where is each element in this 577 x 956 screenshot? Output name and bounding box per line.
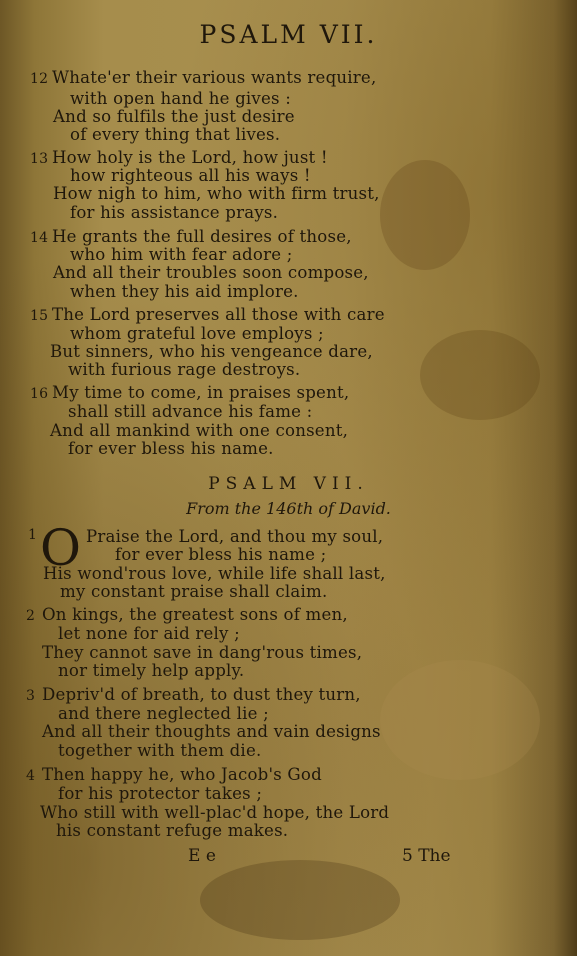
stanza-line: His wond'rous love, while life shall last, [43,564,386,583]
stanza-number: 15 [30,308,49,324]
stanza-line: 14 He grants the full desires of those, [30,227,352,246]
stanza-line: Praise the Lord, and thou my soul, [86,527,384,546]
catchword: 5 The [402,846,451,866]
stanza-line: and there neglected lie ; [58,704,269,723]
drop-capital: O [40,519,81,577]
stanza-line: whom grateful love employs ; [70,324,324,343]
psalm-subtitle: From the 146th of David. [186,499,391,518]
stanza-line: 15 The Lord preserves all those with care [30,305,385,324]
signature-mark: E e [188,846,216,866]
psalm-title: PSALM VII. [208,474,369,494]
stanza-number: 16 [30,386,49,402]
stanza-line: of every thing that lives. [70,125,281,144]
stanza-line: And all their thoughts and vain designs [42,722,381,741]
stanza-line: with open hand he gives : [70,89,291,108]
stanza-line: shall still advance his fame : [68,402,313,421]
stanza-line: 4 Then happy he, who Jacob's God [26,765,322,784]
stanza-number: 1 [28,527,38,543]
stanza-line: how righteous all his ways ! [70,166,311,185]
stanza-line: together with them die. [58,741,262,760]
stanza-line: nor timely help apply. [58,661,245,680]
stanza-line: 12 Whate'er their various wants require, [30,68,377,87]
stanza-line: for ever bless his name. [68,439,274,458]
stanza-number: 12 [30,71,49,87]
stanza-line: 3 Depriv'd of breath, to dust they turn, [26,685,361,704]
stanza-line: But sinners, who his vengeance dare, [50,342,373,361]
stanza-number: 3 [26,688,36,704]
stanza-line: with furious rage destroys. [68,360,301,379]
stanza-line: let none for aid rely ; [58,624,240,643]
stanza-number: 14 [30,230,49,246]
stanza-line: And so fulfils the just desire [53,107,295,126]
stanza-line: my constant praise shall claim. [60,582,328,601]
stanza-line: And all their troubles soon compose, [53,263,369,282]
stanza-number: 13 [30,151,49,167]
stanza-line: And all mankind with one consent, [50,421,349,440]
stanza-line: They cannot save in dang'rous times, [42,643,363,662]
stanza-line: for his protector takes ; [58,784,263,803]
stanza-number: 2 [26,608,36,624]
stanza-line: 16 My time to come, in praises spent, [30,383,350,402]
stanza-line: 2 On kings, the greatest sons of men, [26,605,348,624]
stanza-line: for ever bless his name ; [115,545,327,564]
stanza-number: 4 [26,768,36,784]
stanza-line: Who still with well-plac'd hope, the Lord [40,803,390,822]
stanza-line: when they his aid implore. [70,282,299,301]
stanza-line: his constant refuge makes. [56,821,289,840]
stanza-line: who him with fear adore ; [70,245,293,264]
stanza-line: How nigh to him, who with firm trust, [53,184,380,203]
stanza-line: for his assistance prays. [70,203,279,222]
page-header: PSALM VII. [199,20,378,49]
stanza-line: 13 How holy is the Lord, how just ! [30,148,328,167]
